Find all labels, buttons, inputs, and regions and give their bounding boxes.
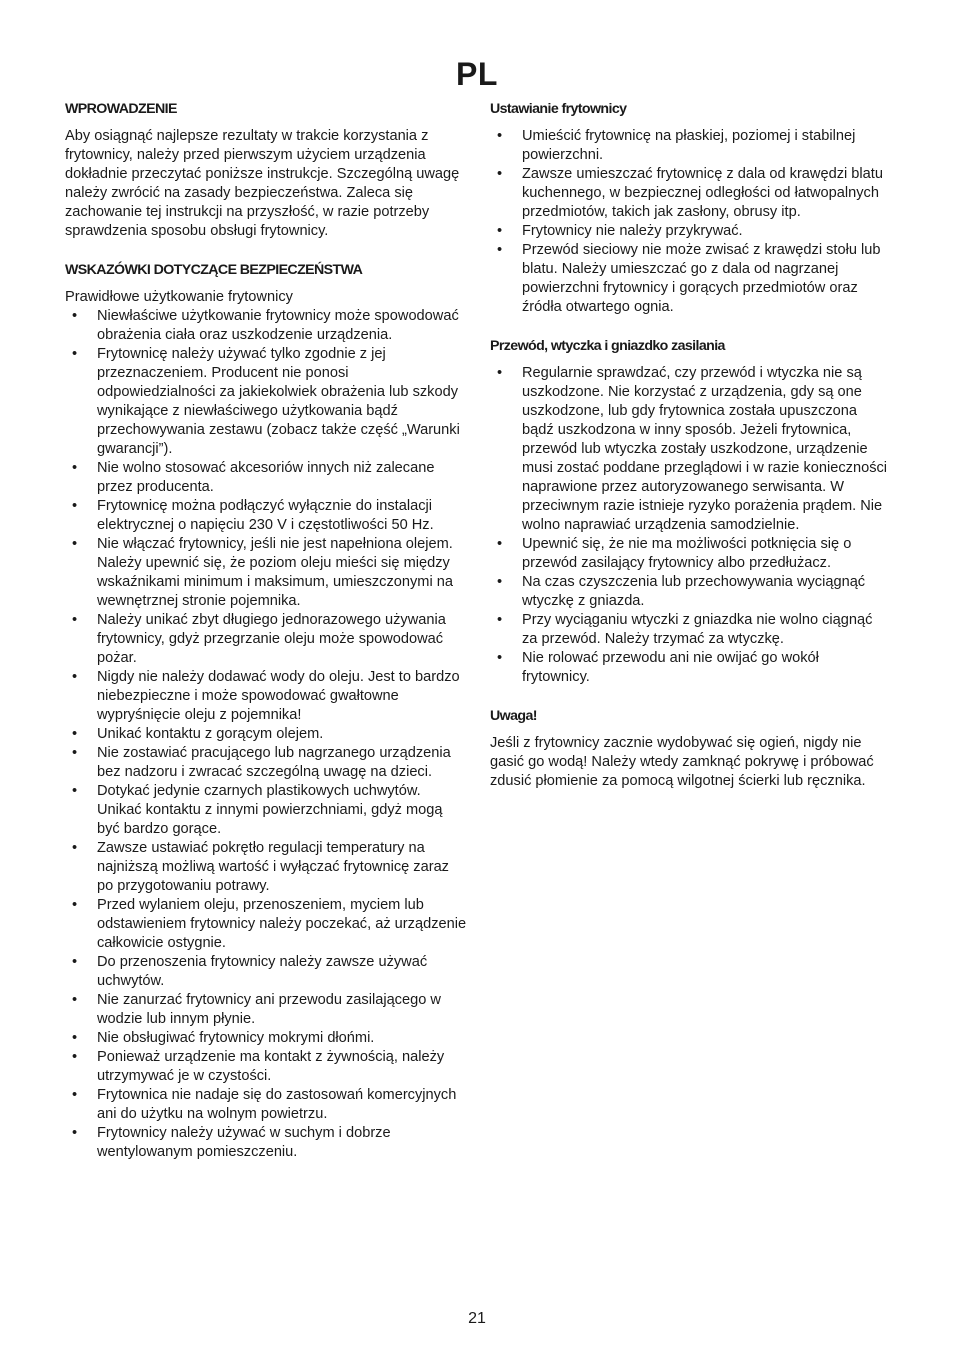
list-item: • Nie obsługiwać frytownicy mokrymi dłońmi.: [65, 1029, 467, 1048]
list-item: • Przewód sieciowy nie może zwisać z krawędzi stołu lub blatu. Należy umieszczać go z dala od nagrzanej powierzchni frytownicy i gorących przedmiotów oraz źródła otwartego ognia.: [490, 241, 890, 317]
cord-list: [490, 364, 890, 687]
list-item: • Nie zanurzać frytownicy ani przewodu zasilającego w wodzie lub innym płynie.: [65, 991, 467, 1029]
list-item: • Niewłaściwe użytkowanie frytownicy może spowodować obrażenia ciała oraz uszkodzenie urządzenia.: [65, 307, 467, 345]
right-column: [490, 100, 890, 791]
list-item: • Frytownicy należy używać w suchym i dobrze wentylowanym pomieszczeniu.: [65, 1124, 467, 1162]
intro-paragraph: Aby osiągnąć najlepsze rezultaty w trakcie korzystania z frytownicy, należy przed pierwszym użyciem urządzenia dokładnie przeczytać poniższe instrukcje. Szczególną uwagę należy zwrócić na zasady bezpieczeństwa. Zaleca się zachowanie tej instrukcji na przyszłość, w razie potrzeby sprawdzenia sposobu obsługi frytownicy.: [65, 128, 460, 239]
list-item: • Do przenoszenia frytownicy należy zawsze używać uchwytów.: [65, 953, 467, 991]
list-item: • Przy wyciąganiu wtyczki z gniazdka nie wolno ciągnąć za przewód. Należy trzymać za wtyczkę.: [490, 611, 890, 649]
placement-heading: Ustawianie frytownicy: [490, 101, 627, 117]
list-item: • Nie rolować przewodu ani nie owijać go wokół frytownicy.: [490, 649, 890, 687]
left-column: [65, 100, 467, 1162]
list-item: • Upewnić się, że nie ma możliwości potknięcia się o przewód zasilający frytownicy albo przedłużacz.: [490, 535, 890, 573]
warning-heading: Uwaga!: [490, 708, 537, 724]
list-item: • Umieścić frytownicę na płaskiej, poziomej i stabilnej powierzchni.: [490, 127, 890, 165]
list-item: • Dotykać jedynie czarnych plastikowych uchwytów. Unikać kontaktu z innymi powierzchniami, gdyż mogą być bardzo gorące.: [65, 782, 467, 839]
list-item: • Frytownicę należy używać tylko zgodnie z jej przeznaczeniem. Producent nie ponosi odpowiedzialności za jakiekolwiek obrażenia lub szkody wynikające z niewłaściwego użytkowania bądź przechowywania zestawu (zobacz także część „Warunki gwarancji”).: [65, 345, 467, 459]
list-item: • Ponieważ urządzenie ma kontakt z żywnością, należy utrzymywać je w czystości.: [65, 1048, 467, 1086]
list-item: • Frytownica nie nadaje się do zastosowań komercyjnych ani do użytku na wolnym powietrzu.: [65, 1086, 467, 1124]
list-item: • Zawsze ustawiać pokrętło regulacji temperatury na najniższą możliwą wartość i wyłączać frytownicę zaraz po przygotowaniu potrawy.: [65, 839, 467, 896]
safety-list: [65, 307, 467, 1162]
list-item: • Nie wolno stosować akcesoriów innych niż zalecane przez producenta.: [65, 459, 467, 497]
warning-paragraph: Jeśli z frytownicy zacznie wydobywać się ogień, nigdy nie gasić go wodą! Należy wtedy zamknąć pokrywę i próbować zdusić płomienie za pomocą wilgotnej ścierki lub ręcznika.: [490, 735, 874, 789]
list-item: • Nie włączać frytownicy, jeśli nie jest napełniona olejem. Należy upewnić się, że poziom oleju mieści się między wskaźnikami minimum i maksimum, umieszczonymi na wewnętrznej stronie pojemnika.: [65, 535, 467, 611]
cord-heading: Przewód, wtyczka i gniazdko zasilania: [490, 338, 725, 354]
safety-subheading: Prawidłowe użytkowanie frytownicy: [65, 289, 293, 305]
list-item: • Nigdy nie należy dodawać wody do oleju. Jest to bardzo niebezpieczne i może spowodować gwałtowne wypryśnięcie oleju z pojemnika!: [65, 668, 467, 725]
list-item: • Na czas czyszczenia lub przechowywania wyciągnąć wtyczkę z gniazda.: [490, 573, 890, 611]
safety-heading: WSKAZÓWKI DOTYCZĄCE BEZPIECZEŃSTWA: [65, 262, 363, 278]
list-item: • Należy unikać zbyt długiego jednorazowego używania frytownicy, gdyż przegrzanie oleju może spowodować pożar.: [65, 611, 467, 668]
list-item: • Unikać kontaktu z gorącym olejem.: [65, 725, 467, 744]
language-code: PL: [456, 56, 498, 92]
list-item: • Regularnie sprawdzać, czy przewód i wtyczka nie są uszkodzone. Nie korzystać z urządzenia, gdy są one uszkodzone, lub gdy frytownica została upuszczona bądź uszkodzona w inny sposób. Jeżeli frytownica, przewód lub wtyczka zostały uszkodzone, urządzenie musi zostać poddane przeglądowi i w razie konieczności naprawione przez autoryzowanego serwisanta. W przeciwnym razie istnieje ryzyko porażenia prądem. Nie wolno naprawiać urządzenia samodzielnie.: [490, 364, 890, 535]
placement-list: [490, 127, 890, 317]
intro-heading: WPROWADZENIE: [65, 101, 177, 117]
list-item: • Frytownicę można podłączyć wyłącznie do instalacji elektrycznej o napięciu 230 V i częstotliwości 50 Hz.: [65, 497, 467, 535]
list-item: • Zawsze umieszczać frytownicę z dala od krawędzi blatu kuchennego, w bezpiecznej odległości od łatwopalnych przedmiotów, takich jak zasłony, obrusy itp.: [490, 165, 890, 222]
list-item: • Frytownicy nie należy przykrywać.: [490, 222, 890, 241]
list-item: • Przed wylaniem oleju, przenoszeniem, myciem lub odstawieniem frytownicy należy poczekać, aż urządzenie całkowicie ostygnie.: [65, 896, 467, 953]
page-number: 21: [468, 1310, 486, 1327]
list-item: • Nie zostawiać pracującego lub nagrzanego urządzenia bez nadzoru i zwracać szczególną uwagę na dzieci.: [65, 744, 467, 782]
